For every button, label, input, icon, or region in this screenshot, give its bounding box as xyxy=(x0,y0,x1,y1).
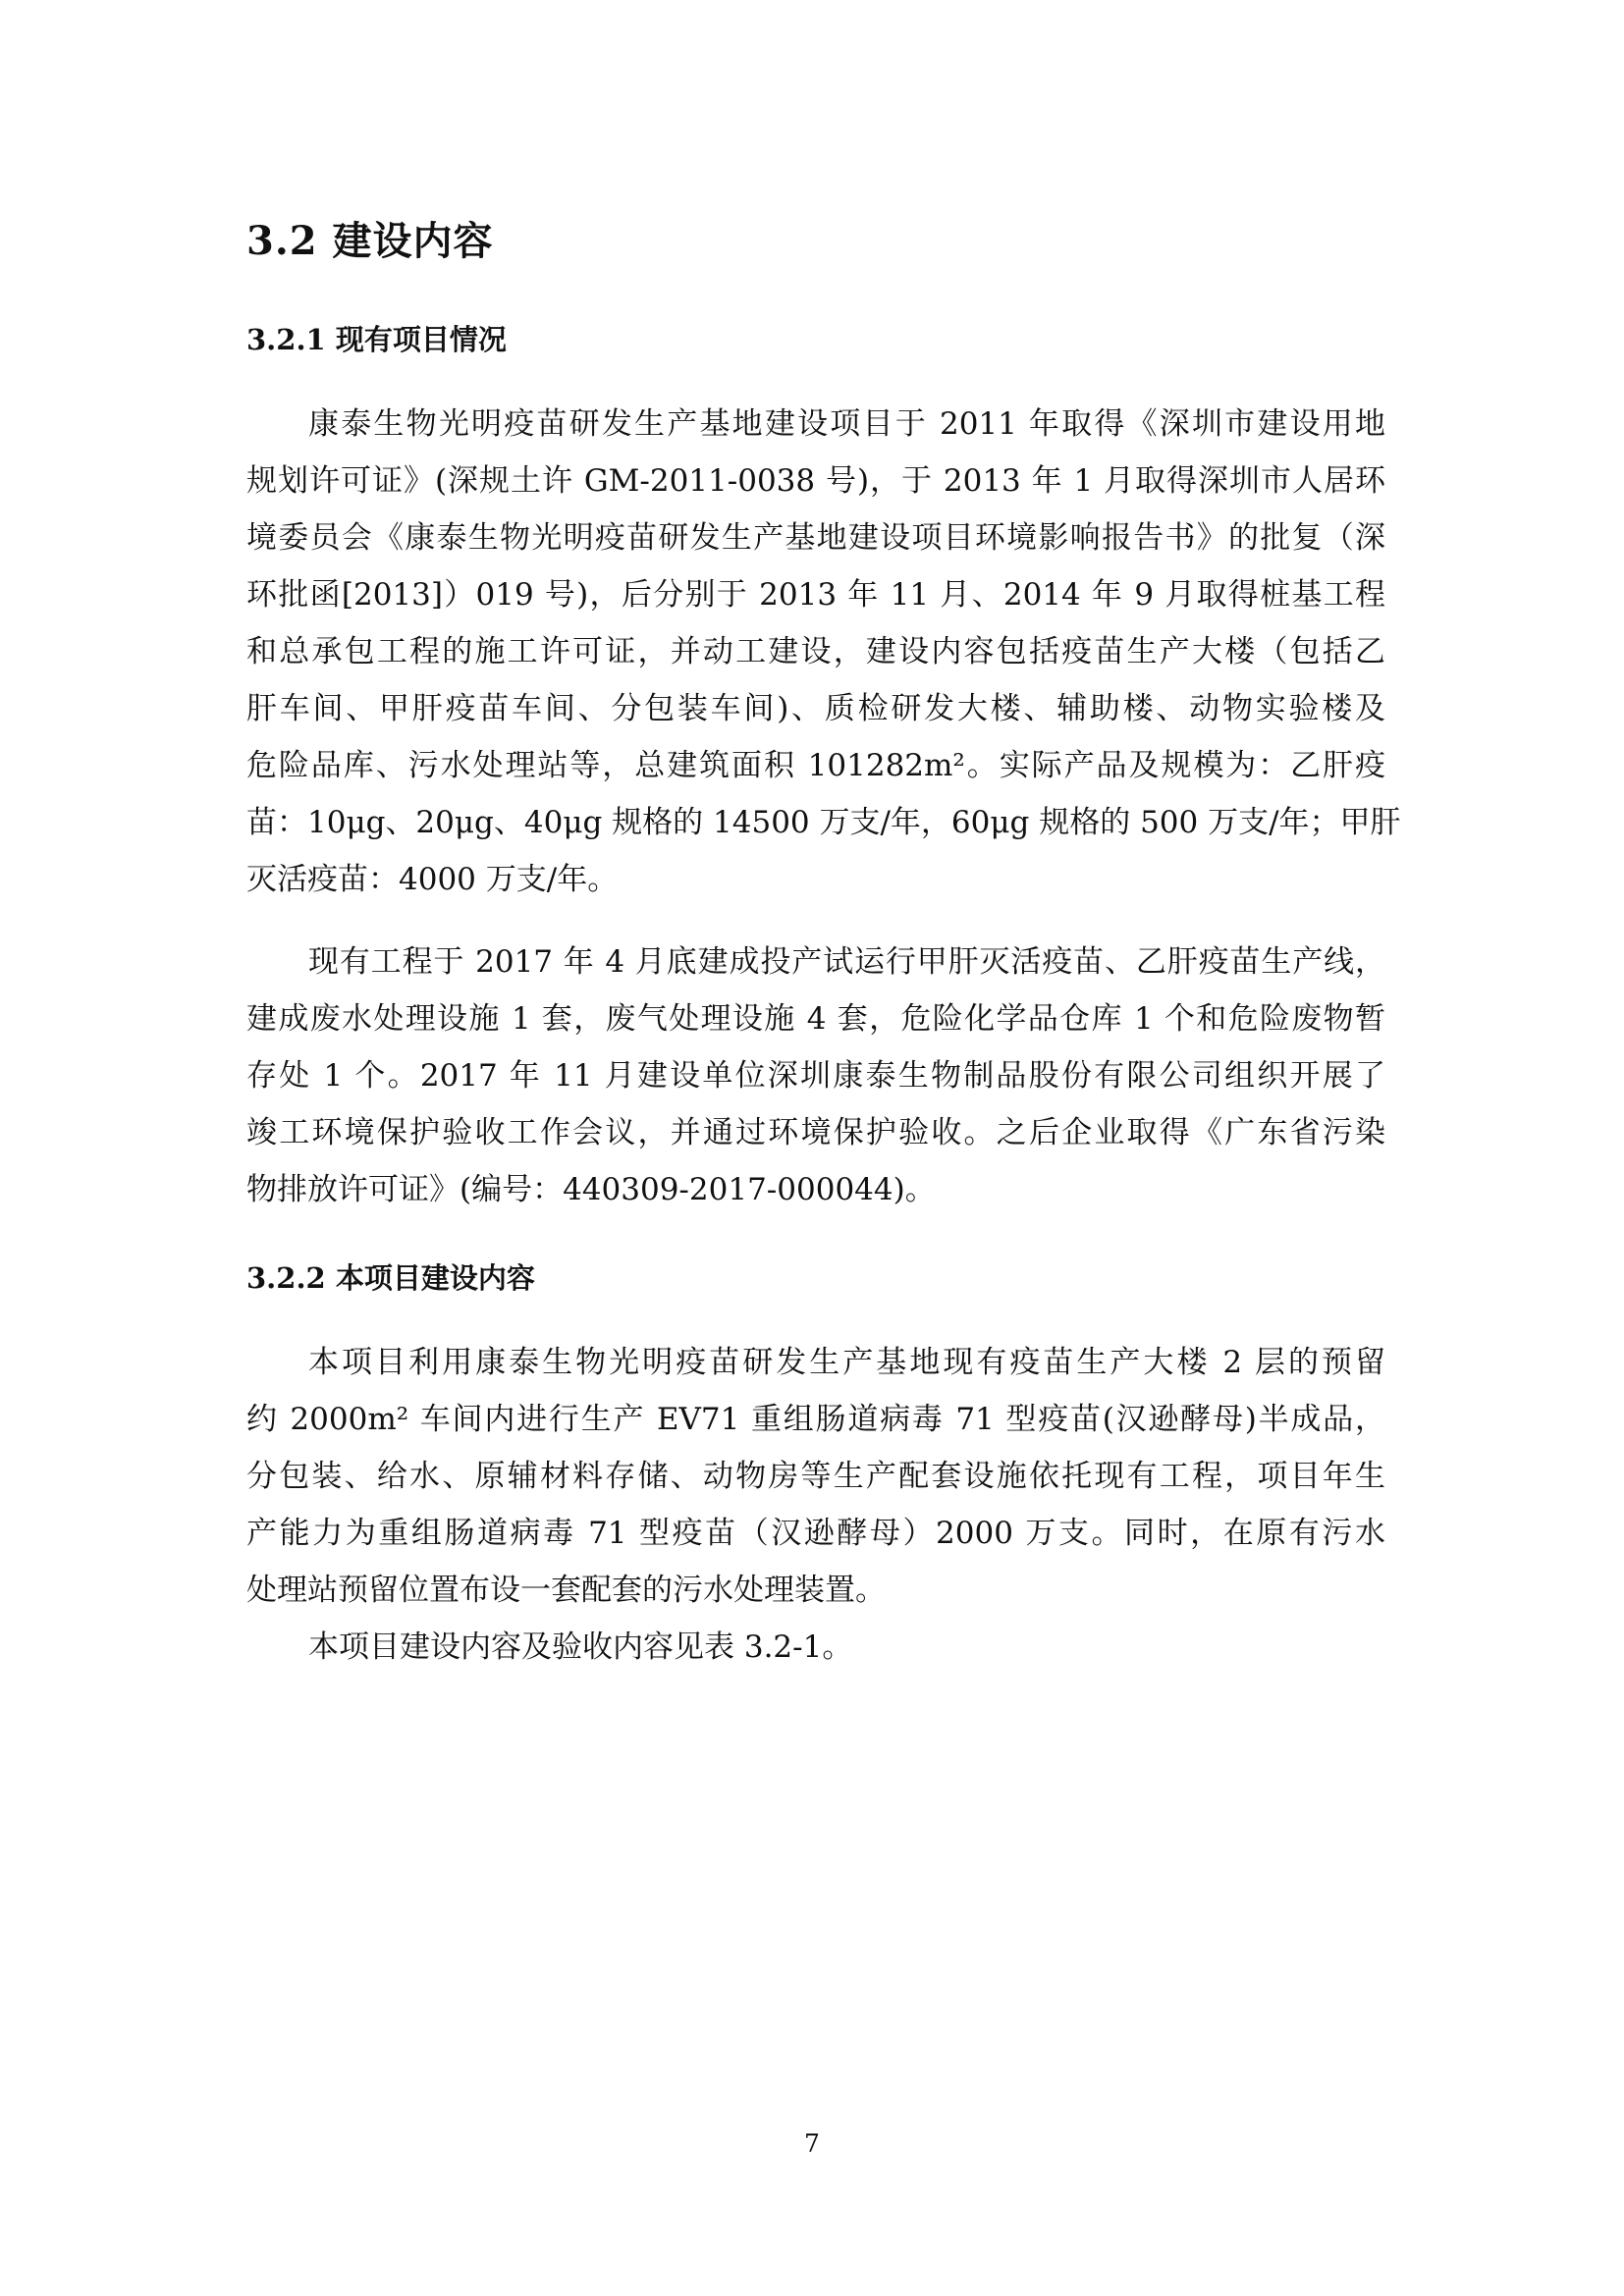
subsection-heading-this-project: 3.2.2 本项目建设内容 xyxy=(246,1261,535,1295)
paragraph-line: 康泰生物光明疫苗研发生产基地建设项目于 2011 年取得《深圳市建设用地 xyxy=(308,406,1385,442)
paragraph-line: 灭活疫苗：4000 万支/年。 xyxy=(246,862,619,897)
subsection-heading-existing-project: 3.2.1 现有项目情况 xyxy=(246,323,507,356)
paragraph-line: 苗：10μg、20μg、40μg 规格的 14500 万支/年，60μg 规格的 500 万支/年；甲肝 xyxy=(246,805,1401,840)
paragraph-line: 肝车间、甲肝疫苗车间、分包装车间)、质检研发大楼、辅助楼、动物实验楼及 xyxy=(246,691,1385,726)
paragraph-line: 竣工环境保护验收工作会议，并通过环境保护验收。之后企业取得《广东省污染 xyxy=(246,1115,1385,1150)
paragraph-line: 规划许可证》(深规土许 GM-2011-0038 号)，于 2013 年 1 月取得深圳市人居环 xyxy=(246,463,1385,499)
paragraph-line: 危险品库、污水处理站等，总建筑面积 101282m²。实际产品及规模为：乙肝疫 xyxy=(246,748,1385,783)
paragraph-line: 建成废水处理设施 1 套，废气处理设施 4 套，危险化学品仓库 1 个和危险废物暂 xyxy=(246,1001,1385,1037)
section-heading: 3.2 建设内容 xyxy=(246,218,494,264)
paragraph-line: 和总承包工程的施工许可证，并动工建设，建设内容包括疫苗生产大楼（包括乙 xyxy=(246,634,1385,669)
paragraph-line: 存处 1 个。2017 年 11 月建设单位深圳康泰生物制品股份有限公司组织开展了 xyxy=(246,1058,1385,1094)
paragraph-line: 产能力为重组肠道病毒 71 型疫苗（汉逊酵母）2000 万支。同时，在原有污水 xyxy=(246,1516,1385,1551)
paragraph-line: 环批函[2013]）019 号)，后分别于 2013 年 11 月、2014 年 9 月取得桩基工程 xyxy=(246,577,1385,613)
paragraph-line: 约 2000m² 车间内进行生产 EV71 重组肠道病毒 71 型疫苗(汉逊酵母)半成品， xyxy=(246,1402,1385,1437)
paragraph-line: 本项目利用康泰生物光明疫苗研发生产基地现有疫苗生产大楼 2 层的预留 xyxy=(308,1345,1385,1380)
paragraph-line: 本项目建设内容及验收内容见表 3.2-1。 xyxy=(308,1629,853,1665)
paragraph-line: 现有工程于 2017 年 4 月底建成投产试运行甲肝灭活疫苗、乙肝疫苗生产线， xyxy=(308,944,1385,980)
page-number: 7 xyxy=(804,2129,820,2158)
paragraph-line: 分包装、给水、原辅材料存储、动物房等生产配套设施依托现有工程，项目年生 xyxy=(246,1459,1385,1494)
paragraph-line: 境委员会《康泰生物光明疫苗研发生产基地建设项目环境影响报告书》的批复（深 xyxy=(246,520,1385,556)
paragraph-line: 物排放许可证》(编号：440309-2017-000044)。 xyxy=(246,1172,936,1207)
paragraph-line: 处理站预留位置布设一套配套的污水处理装置。 xyxy=(246,1573,886,1608)
